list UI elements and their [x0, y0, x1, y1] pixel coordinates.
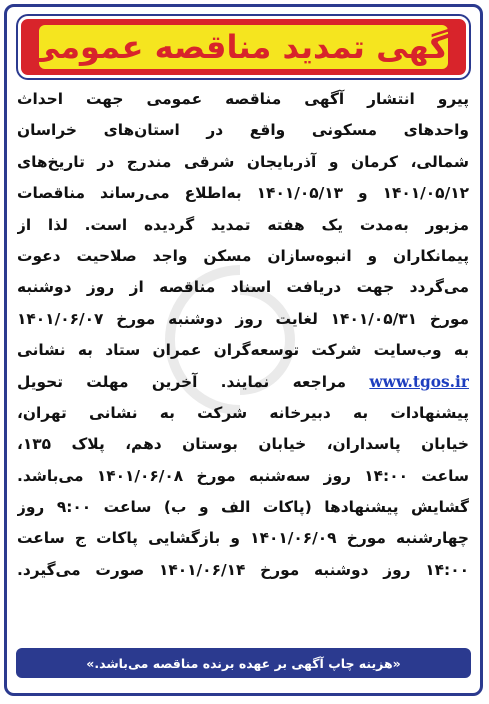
body-line: ساعت ۱۴:۰۰ روز سه‌شنبه مورخ ۱۴۰۱/۰۶/۰۸ می‌باشد. [17, 466, 469, 485]
body-line: به وب‌سایت شرکت توسعه‌گران عمران ستاد به نشانی [17, 341, 469, 360]
body-line: چهارشنبه مورخ ۱۴۰۱/۰۶/۰۹ و بازگشایی پاکات ج ساعت [17, 529, 469, 548]
body-line: شمالی، کرمان و آذربایجان شرقی مندرج در تاریخ‌های [17, 152, 469, 171]
body-line: پیشنهادات به دبیرخانه شرکت به نشانی تهران، [17, 403, 469, 422]
body-line: ۱۴:۰۰ روز دوشنبه مورخ ۱۴۰۱/۰۶/۱۴ صورت می‌گیرد. [17, 560, 469, 579]
body-line: مزبور به‌مدت یک هفته تمدید گردیده است. لذا از [17, 215, 469, 234]
body-line-website [17, 367, 469, 398]
body-line: ۱۴۰۱/۰۵/۱۲ و ۱۴۰۱/۰۵/۱۳ به‌اطلاع می‌رساند مناقصات [17, 184, 469, 203]
body-line: مورخ ۱۴۰۱/۰۵/۳۱ لغایت روز دوشنبه مورخ ۱۴۰۱/۰۶/۰۷ [17, 309, 469, 328]
body-line: پیرو انتشار آگهی مناقصه عمومی جهت احداث [17, 90, 469, 108]
body-line: پیمانکاران و انبوه‌سازان مسکن واجد صلاحیت دعوت [17, 246, 469, 265]
footer-banner [16, 648, 471, 678]
body-line: گشایش پیشنهادها (پاکات الف و ب) ساعت ۹:۰۰ روز [17, 498, 469, 517]
body-line: واحدهای مسکونی واقع در استان‌های خراسان [17, 121, 469, 140]
website-link[interactable]: www.tgos.ir [369, 372, 469, 391]
title-banner [18, 16, 469, 78]
body-line: خیابان پاسداران، خیابان بوستان دهم، پلاک ۱۳۵، [17, 435, 469, 454]
notice-title: آگهی تمدید مناقصه عمومی [27, 28, 460, 66]
title-inner-panel [27, 25, 460, 69]
body-line: می‌گردد جهت دریافت اسناد مناقصه از روز دوشنبه [17, 278, 469, 297]
notice-body [17, 84, 469, 586]
footer-note: «هزینه چاپ آگهی بر عهده برنده مناقصه می‌باشد.» [86, 655, 401, 671]
website-suffix: مراجعه نمایند. آخرین مهلت تحویل [17, 372, 370, 391]
